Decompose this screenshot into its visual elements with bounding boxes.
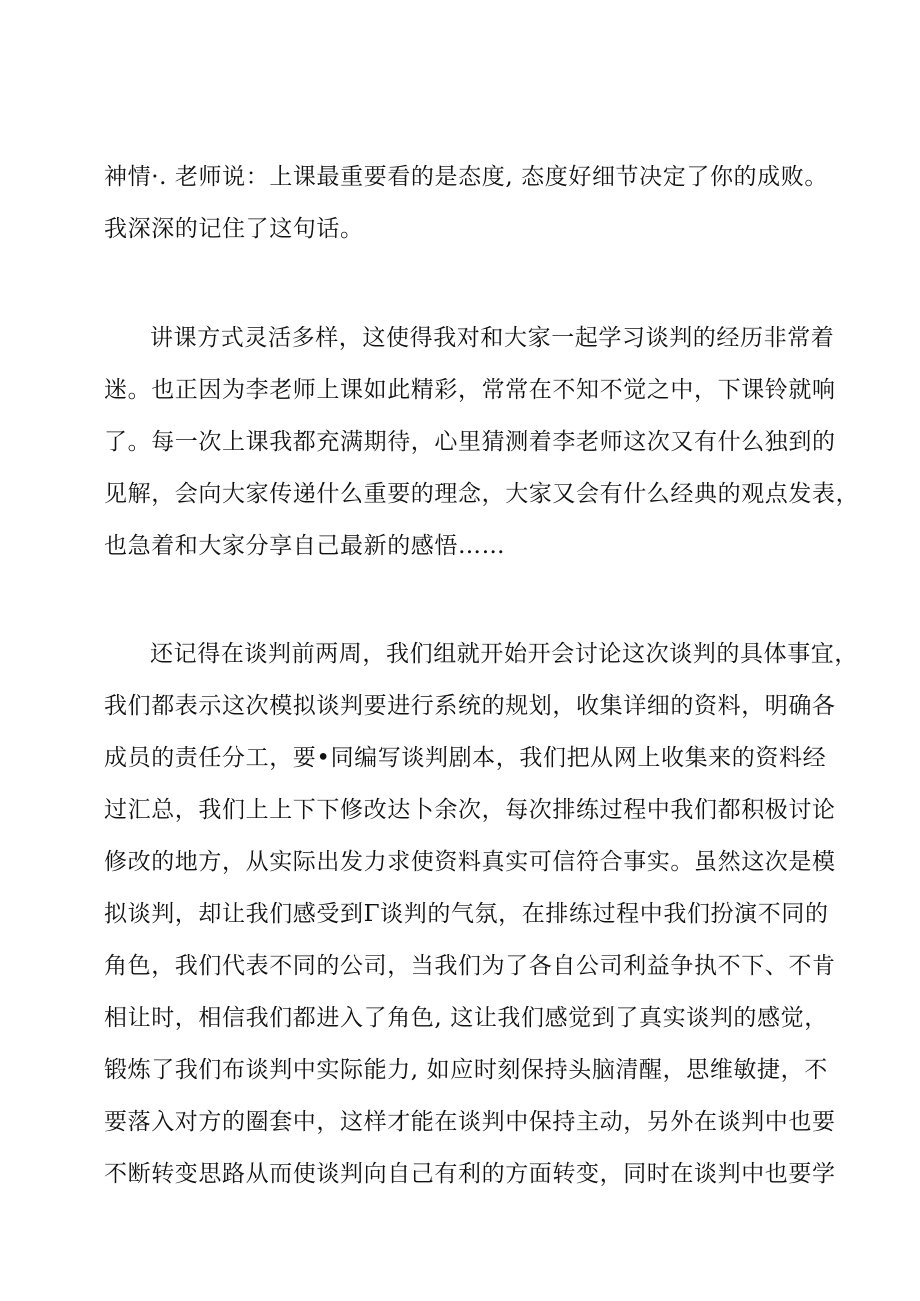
paragraph-3-line-10: 要落入对方的圈套中，这样才能在谈判中保持主动，另外在谈判中也要: [104, 1109, 836, 1135]
paragraph-2-line-3: 了。每一次上课我都充满期待，心里猜测着李老师这次又有什么独到的: [104, 429, 836, 455]
paragraph-3-line-11: 不断转变思路从而使谈判向自己有利的方面转变，同时在谈判中也要学: [104, 1161, 836, 1187]
paragraph-2-line-4: 见解，会向大家传递什么重要的理念，大家又会有什么经典的观点发表，: [104, 481, 860, 507]
paragraph-3-line-8: 相让时，相信我们都进入了角色, 这让我们感觉到了真实谈判的感觉，: [104, 1005, 828, 1031]
paragraph-3-line-9: 锻炼了我们布谈判中实际能力, 如应时刻保持头脑清醒，思维敏捷，不: [104, 1057, 828, 1083]
paragraph-3-line-2: 我们都表示这次模拟谈判要进行系统的规划，收集详细的资料，明确各: [104, 693, 836, 719]
paragraph-2-line-1: 讲课方式灵活多样，这使得我对和大家一起学习谈判的经历非常着: [150, 325, 835, 351]
paragraph-1-line-1: 神情·. 老师说：上课最重要看的是态度, 态度好细节决定了你的成败。: [104, 164, 828, 190]
paragraph-3-line-1: 还记得在谈判前两周，我们组就开始开会讨论这次谈判的具体事宜，: [150, 641, 858, 667]
paragraph-3-line-7: 角色，我们代表不同的公司，当我们为了各自公司利益争执不下、不肯: [104, 953, 836, 979]
paragraph-3-line-3: 成员的责任分工，要•同编写谈判剧本，我们把从网上收集来的资料经: [104, 745, 827, 771]
paragraph-2-line-5: 也急着和大家分享自己最新的感悟……: [104, 533, 506, 559]
paragraph-2-line-2: 迷。也正因为李老师上课如此精彩，常常在不知不觉之中，下课铃就响: [104, 377, 836, 403]
paragraph-1-line-2: 我深深的记住了这句话。: [104, 216, 364, 242]
paragraph-3-line-5: 修改的地方，从实际出发力求使资料真实可信符合事实。虽然这次是模: [104, 849, 836, 875]
paragraph-3-line-4: 过汇总，我们上上下下修改达卜余次，每次排练过程中我们都积极讨论: [104, 797, 836, 823]
paragraph-3-line-6: 拟谈判，却让我们感受到Γ谈判的气氛，在排练过程中我们扮演不同的: [104, 901, 829, 927]
